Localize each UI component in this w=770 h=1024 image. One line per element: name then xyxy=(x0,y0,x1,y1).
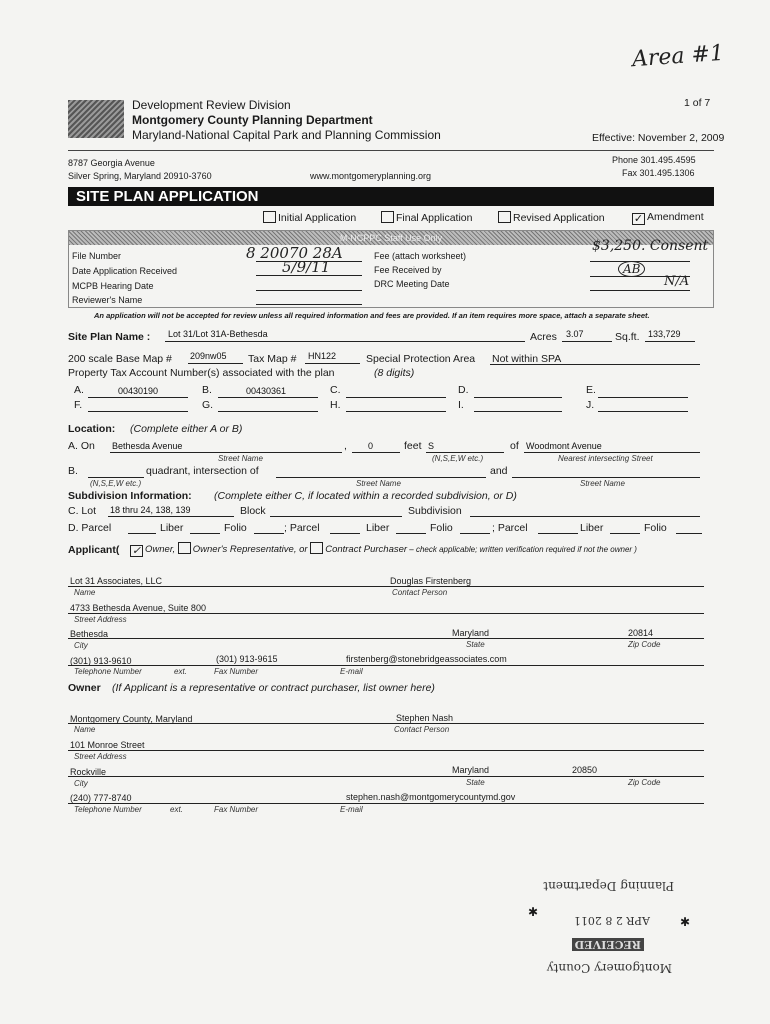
location-a-label: A. On xyxy=(68,440,95,452)
owner-caption-ext: ext. xyxy=(170,805,183,814)
account-b-value[interactable]: 00430361 xyxy=(246,386,287,396)
hearing-date-label: MCPB Hearing Date xyxy=(72,281,154,291)
account-c-label: C. xyxy=(330,384,341,396)
account-b-label: B. xyxy=(202,384,212,396)
owner-street[interactable]: 101 Monroe Street xyxy=(70,740,145,750)
applicant-zip[interactable]: 20814 xyxy=(628,628,654,638)
subdivision-label: Subdivision xyxy=(408,505,462,517)
tax-account-label: Property Tax Account Number(s) associated with the plan xyxy=(68,367,335,379)
acres-value[interactable]: 3.07 xyxy=(566,329,584,339)
parcel-label: D. Parcel xyxy=(68,522,112,534)
received-stamp xyxy=(530,855,690,975)
feet-label: feet xyxy=(404,440,422,452)
block-label: Block xyxy=(240,505,266,517)
fee-value[interactable]: $3,250. Consent xyxy=(592,238,709,254)
drc-value[interactable]: N/A xyxy=(664,274,690,289)
corner-note: Area #1 xyxy=(631,40,725,73)
owner-caption-contact: Contact Person xyxy=(394,725,450,734)
fee-received-label: Fee Received by xyxy=(374,265,442,275)
account-d-label: D. xyxy=(458,384,469,396)
staff-use-header: M-NCPPC Staff Use Only xyxy=(69,231,713,245)
page-number: 1 of 7 xyxy=(684,97,711,109)
notice-text: An application will not be accepted for review unless all required information and fees are provided. If an item requires more space, attach a separate sheet. xyxy=(94,311,650,320)
applicant-name[interactable]: Lot 31 Associates, LLC xyxy=(70,576,163,586)
and-label: and xyxy=(490,465,508,477)
location-a-direction[interactable]: S xyxy=(428,441,435,451)
address-line2: Silver Spring, Maryland 20910-3760 xyxy=(68,171,212,181)
quadrant-label: quadrant, intersection of xyxy=(146,465,259,477)
location-a-cross-street[interactable]: Woodmont Avenue xyxy=(526,441,602,451)
account-g-label: G. xyxy=(202,399,214,411)
lot-value[interactable]: 18 thru 24, 138, 139 xyxy=(110,505,191,515)
checkbox-revised-application[interactable]: Revised Application xyxy=(498,211,605,224)
caption-contact: Contact Person xyxy=(392,588,448,597)
owner-caption-email: E-mail xyxy=(340,805,363,814)
division-name: Development Review Division xyxy=(132,98,291,112)
address-line1: 8787 Georgia Avenue xyxy=(68,158,155,168)
checkbox-initial-application[interactable]: Initial Application xyxy=(263,211,356,224)
account-a-value[interactable]: 00430190 xyxy=(118,386,159,396)
fax: Fax 301.495.1306 xyxy=(622,168,695,178)
site-plan-name-label: Site Plan Name : xyxy=(68,331,151,343)
owner-phone[interactable]: (240) 777-8740 xyxy=(70,793,132,803)
owner-contact[interactable]: Stephen Nash xyxy=(396,713,454,723)
owner-checkbox-icon[interactable]: ✓ xyxy=(131,545,142,557)
date-received-label: Date Application Received xyxy=(72,266,178,276)
lot-label: C. Lot xyxy=(68,505,97,517)
caption-ext: ext. xyxy=(174,667,187,676)
department-name: Montgomery County Planning Department xyxy=(132,113,373,127)
liber-label-2: Liber xyxy=(366,522,390,534)
commission-name: Maryland-National Capital Park and Planning Commission xyxy=(132,128,441,142)
acres-label: Acres xyxy=(530,331,557,343)
owner-caption-state: State xyxy=(466,778,485,787)
tax-map-value[interactable]: HN122 xyxy=(308,351,337,361)
account-h-label: H. xyxy=(330,399,341,411)
spa-label: Special Protection Area xyxy=(366,353,476,365)
sqft-label: Sq.ft. xyxy=(615,331,640,343)
stamp-line3: RECEIVED xyxy=(572,938,644,951)
liber-label-3: Liber xyxy=(580,522,604,534)
base-map-value[interactable]: 209nw05 xyxy=(190,351,227,361)
liber-label-1: Liber xyxy=(160,522,184,534)
location-b-label: B. xyxy=(68,465,78,477)
account-i-label: I. xyxy=(458,399,464,411)
file-number-value[interactable]: 8 20070 28A xyxy=(246,244,343,262)
owner-heading: Owner xyxy=(68,682,101,694)
subdivision-note: (Complete either C, if located within a recorded subdivision, or D) xyxy=(214,490,517,502)
owner-caption-phone: Telephone Number xyxy=(74,805,142,814)
folio-label-2: Folio xyxy=(430,522,453,534)
checkbox-final[interactable] xyxy=(381,211,394,223)
website: www.montgomeryplanning.org xyxy=(310,171,432,181)
owner-note: (If Applicant is a representative or contract purchaser, list owner here) xyxy=(112,682,435,694)
title-bar xyxy=(68,187,714,206)
account-f-label: F. xyxy=(74,399,83,411)
checkbox-amendment[interactable]: ✓ Amendment xyxy=(633,211,704,225)
mncppc-logo xyxy=(68,100,124,138)
tax-map-label: Tax Map # xyxy=(248,353,297,365)
folio-label-1: Folio xyxy=(224,522,247,534)
star-icon: ✱ xyxy=(680,915,691,929)
of-label: of xyxy=(510,440,519,452)
caption-street-name-b1: Street Name xyxy=(356,479,401,488)
checkbox-revised[interactable] xyxy=(498,211,511,223)
folio-label-3: Folio xyxy=(644,522,667,534)
caption-street-name: Street Name xyxy=(218,454,263,463)
drc-label: DRC Meeting Date xyxy=(374,279,450,289)
stamp-line4: Montgomery County xyxy=(546,961,672,975)
location-note: (Complete either A or B) xyxy=(130,423,243,435)
applicant-phone[interactable]: (301) 913-9610 xyxy=(70,656,132,666)
spa-value[interactable]: Not within SPA xyxy=(492,353,562,365)
applicant-state[interactable]: Maryland xyxy=(452,628,490,638)
applicant-email[interactable]: firstenberg@stonebridgeassociates.com xyxy=(346,654,507,664)
stamp-line2: APR 2 8 2011 xyxy=(573,914,650,927)
fee-label: Fee (attach worksheet) xyxy=(374,251,467,261)
check-mark-icon[interactable]: ✓ xyxy=(633,213,644,225)
caption-zip: Zip Code xyxy=(628,640,661,649)
contract-checkbox[interactable] xyxy=(310,542,323,554)
checkbox-initial[interactable] xyxy=(263,211,276,223)
owner-caption-city: City xyxy=(74,779,88,788)
parcel-label-3: ; Parcel xyxy=(492,522,528,534)
caption-email: E-mail xyxy=(340,667,363,676)
owner-caption-zip: Zip Code xyxy=(628,778,661,787)
applicant-type-row: ✓ Owner, Owner's Representative, or Contract Purchaser – check applicable; written verification required if not the owner ) xyxy=(131,544,637,557)
applicant-fax[interactable]: (301) 913-9615 xyxy=(216,654,278,664)
applicant-city[interactable]: Bethesda xyxy=(70,629,109,639)
effective-date: Effective: November 2, 2009 xyxy=(592,132,725,144)
comma: , xyxy=(344,440,347,452)
rep-checkbox[interactable] xyxy=(178,542,191,554)
date-received-value[interactable]: 5/9/11 xyxy=(282,258,331,276)
fee-received-value[interactable]: AB xyxy=(618,261,645,277)
account-e-label: E. xyxy=(586,384,596,396)
account-j-label: J. xyxy=(586,399,595,411)
caption-state: State xyxy=(466,640,485,649)
owner-caption-street: Street Address xyxy=(74,752,127,761)
star-icon: ✱ xyxy=(528,905,539,919)
caption-nearest-street: Nearest intersecting Street xyxy=(558,454,653,463)
subdivision-heading: Subdivision Information: xyxy=(68,490,192,502)
parcel-label-2: ; Parcel xyxy=(284,522,320,534)
base-map-label: 200 scale Base Map # xyxy=(68,353,172,365)
owner-caption-name: Name xyxy=(74,725,96,734)
caption-fax: Fax Number xyxy=(214,667,259,676)
reviewer-label: Reviewer's Name xyxy=(72,295,143,305)
applicant-label: Applicant( xyxy=(68,544,120,556)
sqft-value[interactable]: 133,729 xyxy=(648,329,681,339)
site-plan-name-value[interactable]: Lot 31/Lot 31A-Bethesda xyxy=(168,329,268,339)
caption-city: City xyxy=(74,641,88,650)
location-a-distance[interactable]: 0 xyxy=(368,441,374,451)
caption-nsew-b: (N,S,E,W etc.) xyxy=(90,479,142,488)
caption-nsew: (N,S,E,W etc.) xyxy=(432,454,484,463)
caption-name: Name xyxy=(74,588,96,597)
checkbox-final-application[interactable]: Final Application xyxy=(381,211,472,224)
location-heading: Location: xyxy=(68,423,116,435)
header-divider xyxy=(68,150,714,151)
caption-phone: Telephone Number xyxy=(74,667,142,676)
owner-zip[interactable]: 20850 xyxy=(572,765,598,775)
file-number-label: File Number xyxy=(72,251,122,261)
phone: Phone 301.495.4595 xyxy=(612,155,696,165)
caption-street-name-b2: Street Name xyxy=(580,479,625,488)
caption-street: Street Address xyxy=(74,615,127,624)
applicant-contact[interactable]: Douglas Firstenberg xyxy=(390,576,472,586)
account-a-label: A. xyxy=(74,384,84,396)
owner-state[interactable]: Maryland xyxy=(452,765,490,775)
stamp-line1: Planning Department xyxy=(543,879,674,893)
owner-name[interactable]: Montgomery County, Maryland xyxy=(70,714,193,724)
owner-caption-fax: Fax Number xyxy=(214,805,259,814)
form-title: SITE PLAN APPLICATION xyxy=(76,188,259,205)
owner-city[interactable]: Rockville xyxy=(70,767,107,777)
applicant-street[interactable]: 4733 Bethesda Avenue, Suite 800 xyxy=(70,603,206,613)
tax-account-note: (8 digits) xyxy=(374,367,415,379)
location-a-street[interactable]: Bethesda Avenue xyxy=(112,441,183,451)
owner-email[interactable]: stephen.nash@montgomerycountymd.gov xyxy=(346,792,516,802)
